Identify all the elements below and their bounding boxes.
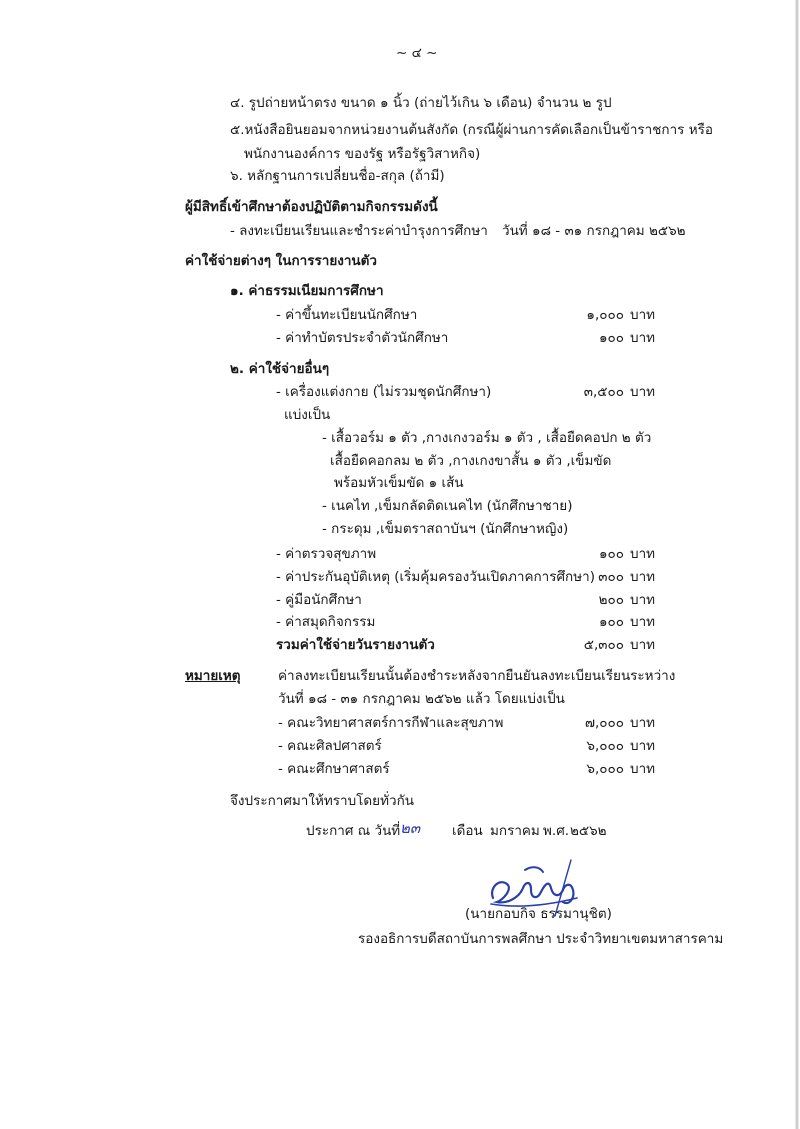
total-amount: ๕,๓๐๐ — [583, 637, 624, 653]
section-1-title: ๑. ค่าธรรมเนียมการศึกษา — [230, 283, 384, 299]
uniform-sub-2: - เนคไท ,เข็มกลัดติดเนคไท (นักศึกษาชาย) — [322, 498, 573, 514]
activity-register-date: วันที่ ๑๘ - ๓๑ กรกฎาคม ๒๕๖๒ — [502, 223, 686, 239]
uniform-unit: บาท — [630, 384, 656, 400]
fee-unit: บาท — [630, 307, 656, 323]
expense-label: - ค่าตรวจสุขภาพ — [276, 546, 377, 562]
faculty-amount: ๗,๐๐๐ — [584, 715, 624, 731]
expense-unit: บาท — [630, 546, 656, 562]
announce-year-label: พ.ศ. — [543, 823, 570, 839]
expense-label: - ค่าสมุดกิจกรรม — [276, 614, 376, 630]
note-line1: ค่าลงทะเบียนเรียนนั้นต้องชำระหลังจากยืนยันลงทะเบียนเรียนระหว่าง — [278, 668, 676, 684]
fee-label: - ค่าทำบัตรประจำตัวนักศึกษา — [276, 330, 449, 346]
faculty-amount: ๖,๐๐๐ — [586, 761, 624, 777]
uniform-sub-1-line3: พร้อมหัวเข็มขัด ๑ เส้น — [334, 475, 464, 491]
expenses-heading: ค่าใช้จ่ายต่างๆ ในการรายงานตัว — [185, 253, 377, 269]
closing-statement: จึงประกาศมาให้ทราบโดยทั่วกัน — [230, 793, 414, 809]
fee-unit: บาท — [630, 330, 656, 346]
uniform-sub-1-line1: - เสื้อวอร์ม ๑ ตัว ,กางเกงวอร์ม ๑ ตัว , เสื้อยืดคอปก ๒ ตัว — [322, 430, 652, 446]
expense-unit: บาท — [630, 569, 656, 585]
uniform-amount: ๓,๕๐๐ — [583, 384, 624, 400]
expense-amount: ๑๐๐ — [598, 546, 624, 562]
divided-label: แบ่งเป็น — [284, 407, 331, 423]
announce-prefix: ประกาศ ณ วันที่ — [306, 823, 401, 839]
section-2-title: ๒. ค่าใช้จ่ายอื่นๆ — [230, 361, 330, 377]
fee-amount: ๑,๐๐๐ — [586, 307, 624, 323]
doc-item-4: ๔. รูปถ่ายหน้าตรง ขนาด ๑ นิ้ว (ถ่ายไว้เกิน ๖ เดือน) จำนวน ๒ รูป — [230, 95, 612, 111]
expense-unit: บาท — [630, 592, 656, 608]
announce-month-label: เดือน — [452, 823, 483, 839]
expense-amount: ๑๐๐ — [598, 614, 624, 630]
expense-unit: บาท — [630, 614, 656, 630]
activities-heading: ผู้มีสิทธิ์เข้าศึกษาต้องปฏิบัติตามกิจกรรมดังนี้ — [185, 199, 438, 215]
signer-name: (นายกอบกิจ ธรรมานุชิต) — [465, 906, 612, 922]
activity-register: - ลงทะเบียนเรียนและชำระค่าบำรุงการศึกษา — [230, 223, 488, 239]
signer-position: รองอธิการบดีสถาบันการพลศึกษา ประจำวิทยาเขตมหาสารคาม — [358, 931, 724, 947]
total-unit: บาท — [630, 637, 656, 653]
faculty-label: - คณะศึกษาศาสตร์ — [278, 761, 390, 777]
expense-amount: ๓๐๐ — [598, 569, 624, 585]
doc-item-6: ๖. หลักฐานการเปลี่ยนชื่อ-สกุล (ถ้ามี) — [230, 168, 445, 184]
doc-item-5-line1: ๕.หนังสือยินยอมจากหน่วยงานต้นสังกัด (กรณีผู้ผ่านการคัดเลือกเป็นข้าราชการ หรือ — [230, 122, 713, 138]
faculty-unit: บาท — [630, 738, 656, 754]
expense-label: - ค่าประกันอุบัติเหตุ (เริ่มคุ้มครองวันเปิดภาคการศึกษา) — [276, 569, 595, 585]
fee-amount: ๑๐๐ — [598, 330, 624, 346]
announce-month: มกราคม — [490, 823, 540, 839]
announce-year: ๒๕๖๒ — [570, 823, 607, 839]
announce-day: ๒๓ — [400, 819, 421, 837]
uniform-label: - เครื่องแต่งกาย (ไม่รวมชุดนักศึกษา) — [276, 384, 492, 400]
expense-label: - คู่มือนักศึกษา — [276, 592, 362, 608]
faculty-unit: บาท — [630, 715, 656, 731]
uniform-sub-3: - กระดุม ,เข็มตราสถาบันฯ (นักศึกษาหญิง) — [322, 521, 569, 537]
fee-label: - ค่าขึ้นทะเบียนนักศึกษา — [276, 307, 418, 323]
note-label: หมายเหตุ — [185, 668, 241, 684]
faculty-label: - คณะศิลปศาสตร์ — [278, 738, 382, 754]
faculty-label: - คณะวิทยาศาสตร์การกีฬาและสุขภาพ — [278, 715, 504, 731]
faculty-amount: ๖,๐๐๐ — [586, 738, 624, 754]
doc-item-5-line2: พนักงานองค์การ ของรัฐ หรือรัฐวิสาหกิจ) — [244, 146, 481, 162]
uniform-sub-1-line2: เสื้อยืดคอกลม ๒ ตัว ,กางเกงขาสั้น ๑ ตัว ,เข็มขัด — [330, 453, 612, 469]
total-label: รวมค่าใช้จ่ายวันรายงานตัว — [276, 637, 435, 653]
expense-amount: ๒๐๐ — [598, 592, 624, 608]
faculty-unit: บาท — [630, 761, 656, 777]
note-line2: วันที่ ๑๘ - ๓๑ กรกฎาคม ๒๕๖๒ แล้ว โดยแบ่งเป็น — [278, 691, 565, 707]
page-number: ~ ๔ ~ — [396, 45, 438, 61]
